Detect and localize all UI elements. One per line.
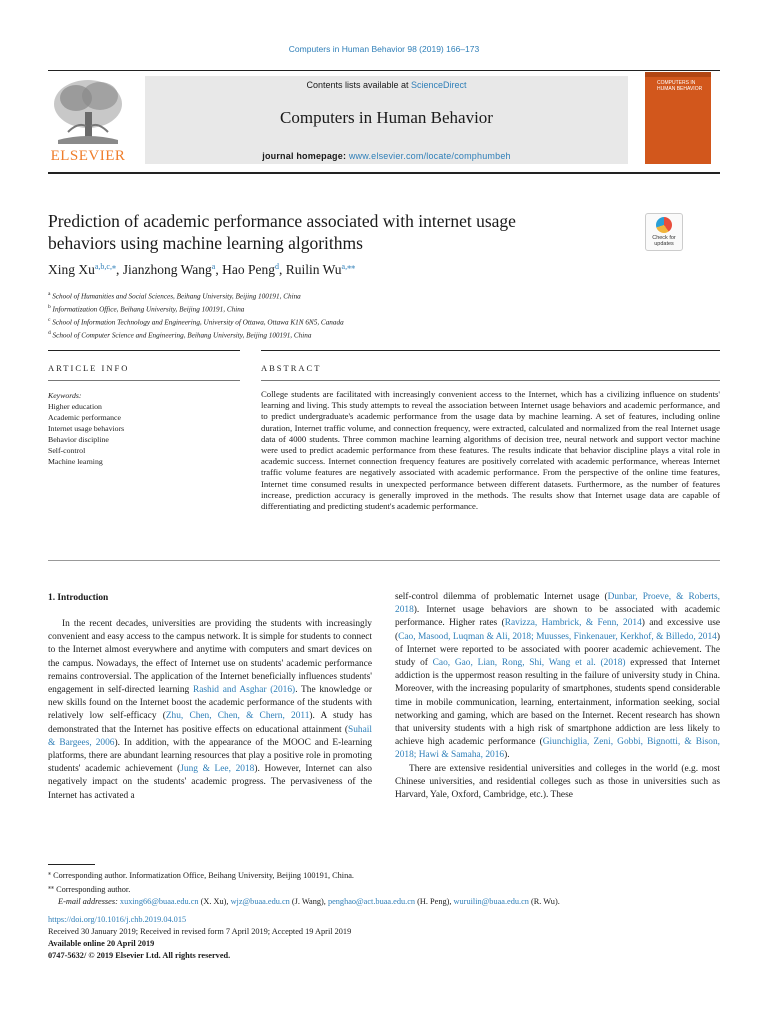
- affiliation-mark: b: [48, 303, 51, 310]
- citation-link[interactable]: Dunbar, Proeve, & Roberts, 2018: [395, 592, 720, 616]
- author-separator: ,: [115, 262, 123, 277]
- keyword-item: Behavior discipline: [48, 435, 109, 444]
- homepage-label: journal homepage:: [262, 151, 349, 161]
- affiliation: [48, 315, 688, 328]
- journal-citation[interactable]: Computers in Human Behavior 98 (2019) 166–173: [288, 44, 480, 54]
- available-online: Available online 20 April 2019: [48, 939, 155, 948]
- keyword-item: Higher education: [48, 402, 102, 411]
- author-name: Ruilin Wu: [285, 262, 342, 277]
- keyword-item: Internet usage behaviors: [48, 424, 125, 433]
- body-text: ). Internet usage behaviors are shown to be associated with academic performance. Higher rates (: [395, 605, 720, 629]
- abstract-mid-rule: [261, 380, 720, 381]
- body-text: ) and excessive use (: [395, 618, 720, 642]
- citation-link[interactable]: Suhail & Bargees, 2006: [48, 724, 372, 748]
- citation-link[interactable]: Cao, Gao, Lian, Rong, Shi, Wang et al. (2018): [432, 658, 626, 669]
- check-updates-line2: updates: [654, 241, 674, 247]
- journal-homepage: [145, 151, 628, 161]
- section-heading-introduction: 1. Introduction: [48, 593, 109, 603]
- email-owner: (J. Wang),: [289, 897, 328, 906]
- check-updates-label: [646, 235, 682, 247]
- body-text: In the recent decades, universities are providing the students with increasingly convenient and easy access to the campus network. It is simple for students to connect to the Internet almost everywhere and anytime with computers and smart devices on the campus. Nowadays, the effect of Internet use on students' academic performance remains controversial. The application of the Internet beneficially influences students' engagement in self-directed learning: [48, 619, 372, 696]
- body-text: self-control dilemma of problematic Internet usage (: [395, 592, 608, 602]
- affiliation-text: School of Computer Science and Engineering, Beihang University, Beijing 100191, China: [52, 331, 312, 340]
- author-marks[interactable]: d: [274, 262, 279, 271]
- footnote-mark: ⁎⁎: [48, 885, 54, 891]
- cover-title: [657, 80, 709, 92]
- affiliation-list: [48, 289, 688, 341]
- keyword-item: Academic performance: [48, 413, 121, 422]
- email-link[interactable]: wuruilin@buaa.edu.cn: [453, 897, 529, 906]
- email-link[interactable]: wjz@buaa.edu.cn: [230, 897, 290, 906]
- body-paragraph: [48, 618, 372, 803]
- journal-cover-thumbnail[interactable]: [645, 72, 711, 164]
- footnote-rule: [48, 864, 95, 865]
- keyword-item: Self-control: [48, 446, 86, 455]
- check-updates-icon: [656, 217, 672, 233]
- contents-prefix: Contents lists available at: [306, 80, 412, 90]
- article-history: Received 30 January 2019; Received in revised form 7 April 2019; Accepted 19 April 2019: [48, 927, 352, 936]
- author[interactable]: [286, 262, 355, 277]
- author-marks[interactable]: a: [211, 262, 216, 271]
- body-left-column: [48, 618, 372, 803]
- body-paragraph: [395, 591, 720, 763]
- email-owner: (X. Xu),: [198, 897, 231, 906]
- author-name: Hao Peng: [222, 262, 275, 277]
- citation-link[interactable]: Zhu, Chen, Chen, & Chern, 2011: [165, 711, 310, 722]
- email-link[interactable]: penghao@act.buaa.edu.cn: [327, 897, 416, 906]
- author-marks[interactable]: a,b,c,⁎: [94, 262, 116, 271]
- author-name: Xing Xu: [48, 262, 95, 277]
- affiliation-text: School of Information Technology and Engineering, University of Ottawa, Ottawa K1N 6N5, Canada: [52, 318, 344, 327]
- article-info-mid-rule: [48, 380, 240, 381]
- cover-title-line2: HUMAN BEHAVIOR: [657, 86, 703, 92]
- citation-link[interactable]: Ravizza, Hambrick, & Fenn, 2014: [504, 618, 642, 629]
- check-updates-line1: Check for: [652, 235, 676, 241]
- author[interactable]: [123, 262, 216, 277]
- body-text: ). However, Internet can also negatively impact on the students' academic progress. The pervasiveness of the Internet has activated a: [48, 764, 372, 801]
- article-info-heading: ARTICLE INFO: [48, 363, 130, 373]
- footnote-corresponding-1: [48, 868, 728, 882]
- title-line2: behaviors using machine learning algorithms: [48, 233, 363, 253]
- check-for-updates-badge[interactable]: [645, 213, 683, 251]
- copyright-line: 0747-5632/ © 2019 Elsevier Ltd. All rights reserved.: [48, 951, 231, 960]
- keywords-label: Keywords:: [48, 391, 82, 400]
- doi-link[interactable]: https://doi.org/10.1016/j.chb.2019.04.015: [48, 915, 187, 924]
- body-text: ). In addition, with the appearance of the MOOC and E-learning platforms, there are abundant learning resources that play a positive role in promoting students' academic achievement (: [48, 737, 372, 775]
- email-owner: (H. Peng),: [415, 897, 454, 906]
- article-info-top-rule: [48, 350, 240, 351]
- email-link[interactable]: xuxing66@buaa.edu.cn: [119, 897, 199, 906]
- footnote-emails: [48, 896, 728, 908]
- abstract-text: College students are facilitated with increasingly convenient access to the Internet, which has a civilizing influence on students' learning and living. This study attempts to reveal the association between Internet usage behaviors and academic performance, and to predict undergraduate's academic performance from the usage data by machine learning. A set of features, including online duration, Internet traffic volume, and connection frequency, were extracted, calculated and normalized from the real Internet usage data of 4000 students. Three common machine learning algorithms of decision tree, neural network and support vector machine were used to predict academic performance from these features. The results indicate that behavior discipline plays a vital role in academic success. Internet connection frequency features are positively correlated with academic performance, whereas Internet traffic volume features are negatively associated with academic performance. From the perspective of the online time features, Internet time consumed results in unexpected performance between different datasets. Furthermore, as the number of features increase, prediction accuracy is generally improved in the methods. The results show that Internet usage data are capable of differentiating and predicting student's academic performance.: [261, 389, 720, 512]
- citation-link[interactable]: Giunchiglia, Zeni, Gobbi, Bignotti, & Bison, 2018; Hawi & Samaha, 2016: [395, 737, 720, 761]
- body-text: ) of Internet were reported to be associated with poorer academic achievement. The study of: [395, 631, 720, 669]
- contents-line: [145, 80, 628, 90]
- homepage-link[interactable]: www.elsevier.com/locate/comphumbeh: [348, 151, 511, 161]
- elsevier-wordmark: ELSEVIER: [50, 148, 126, 164]
- author[interactable]: [222, 262, 279, 277]
- body-text: expressed that Internet addiction is the uppermost reason resulting in the failure of university study in China. Moreover, with the increasing popularity of smartphones, students spend considerable time in mobile communication, learning, entertainment, information seeking, social networking and gaming, which are based on the Internet. Recent research has shown that university students with a high risk of smartphone addiction are less likely to achieve high academic performance (: [395, 658, 720, 748]
- footnote-corresponding-2: [48, 882, 728, 896]
- author-separator: ,: [215, 262, 223, 277]
- journal-name: Computers in Human Behavior: [280, 108, 493, 127]
- email-owner: (R. Wu).: [528, 897, 560, 906]
- footnotes: [48, 868, 728, 908]
- author-list: [48, 262, 688, 278]
- author-marks[interactable]: a,⁎⁎: [341, 262, 356, 271]
- affiliation: [48, 302, 688, 315]
- citation-link[interactable]: Jung & Lee, 2018: [180, 764, 255, 775]
- cover-top-strip: [645, 72, 711, 77]
- citation-link[interactable]: Rashid and Asghar (2016): [192, 685, 296, 696]
- title-line1: Prediction of academic performance associated with internet usage: [48, 211, 516, 231]
- article-title: [48, 210, 608, 254]
- email-label: E-mail addresses:: [58, 897, 120, 906]
- publication-info: [48, 914, 728, 962]
- body-text: . The knowledge or new skills found on the Internet boost the academic performance of the students with relatively low self-efficacy (: [48, 685, 372, 722]
- abstract-top-rule: [261, 350, 720, 351]
- citation-link[interactable]: Cao, Masood, Luqman & Ali, 2018; Muusses, Finkenauer, Kerkhof, & Billedo, 2014: [398, 631, 717, 642]
- footnote-mark: ⁎: [48, 871, 51, 877]
- keywords-block: [48, 390, 238, 467]
- affiliation-text: School of Humanities and Social Sciences, Beihang University, Beijing 100191, China: [52, 292, 301, 301]
- body-text: ). A study has demonstrated that the Internet has positive effects on educational attainment (: [48, 711, 372, 735]
- body-text: ).: [504, 750, 510, 761]
- author-name: Jianzhong Wang: [122, 262, 212, 277]
- affiliation-mark: a: [48, 291, 51, 297]
- sciencedirect-link[interactable]: ScienceDirect: [411, 80, 467, 90]
- body-right-column: [395, 591, 720, 802]
- footnote-text: Corresponding author. Informatization Office, Beihang University, Beijing 100191, China.: [51, 871, 355, 880]
- body-paragraph: There are extensive residential universities and colleges in the world (e.g. most Chinese universities, and residential colleges such as those in universities such as Harvard, Yale, Oxford, Cambridge, etc.). These: [395, 763, 720, 801]
- author-separator: ,: [278, 262, 286, 277]
- header-bottom-rule: [48, 172, 720, 174]
- affiliation-mark: c: [48, 316, 51, 323]
- author[interactable]: [48, 262, 116, 277]
- affiliation-mark: d: [48, 329, 51, 336]
- affiliation: [48, 289, 688, 302]
- affiliation-text: Informatization Office, Beihang University, Beijing 100191, China: [52, 305, 245, 314]
- abstract-heading: ABSTRACT: [261, 363, 322, 373]
- cover-title-line1: COMPUTERS IN: [657, 80, 696, 86]
- header-top-rule: [48, 70, 720, 71]
- keyword-item: Machine learning: [48, 457, 103, 466]
- abstract-bottom-rule: [48, 560, 720, 561]
- affiliation: [48, 328, 688, 341]
- footnote-text: Corresponding author.: [54, 885, 131, 894]
